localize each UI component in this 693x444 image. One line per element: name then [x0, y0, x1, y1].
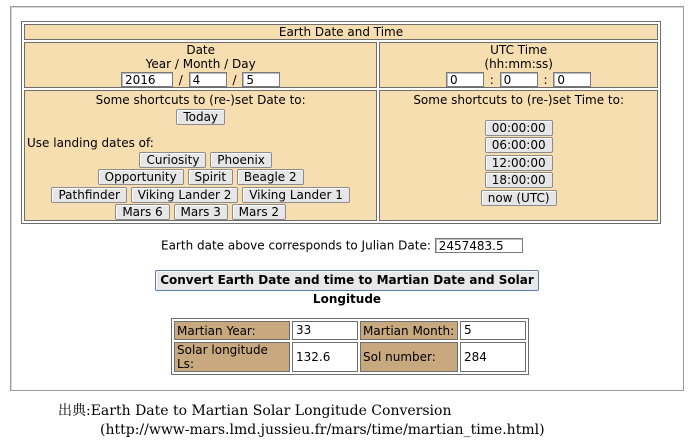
day-input[interactable]: 5 — [242, 72, 280, 87]
martian-year-output[interactable]: 33 — [293, 323, 355, 338]
utc-heading: UTC Time — [490, 43, 548, 57]
time-shortcuts-label: Some shortcuts to (re-)set Time to: — [413, 93, 625, 107]
source-line-2: (http://www-mars.lmd.jussieu.fr/mars/time/martian_time.html) — [100, 422, 545, 438]
earth-date-time-panel — [21, 21, 661, 224]
time-1200-button[interactable]: 12:00:00 — [485, 155, 553, 171]
panel-title: Earth Date and Time — [24, 24, 658, 40]
julian-date-label: Earth date above corresponds to Julian Date: — [161, 238, 431, 253]
martian-month-output[interactable]: 5 — [461, 323, 523, 338]
source-citation — [58, 402, 545, 440]
time-1800-button[interactable]: 18:00:00 — [485, 172, 553, 188]
beagle-2-button[interactable]: Beagle 2 — [237, 169, 304, 185]
date-cell — [24, 42, 377, 88]
convert-button[interactable]: Convert Earth Date and time to Martian Date and Solar Longitude — [155, 270, 539, 291]
martian-results-table — [171, 318, 529, 375]
viking-lander-1-button[interactable]: Viking Lander 1 — [242, 187, 350, 203]
time-0600-button[interactable]: 06:00:00 — [485, 137, 553, 153]
date-heading: Date — [186, 43, 216, 57]
sol-number-output[interactable]: 284 — [461, 350, 523, 365]
mars-3-button[interactable]: Mars 3 — [174, 204, 228, 220]
opportunity-button[interactable]: Opportunity — [98, 169, 184, 185]
month-input[interactable]: 4 — [189, 72, 227, 87]
viking-lander-2-button[interactable]: Viking Lander 2 — [131, 187, 239, 203]
time-shortcuts-cell — [379, 90, 658, 221]
seconds-input[interactable]: 0 — [553, 72, 591, 87]
solar-longitude-output[interactable]: 132.6 — [293, 350, 355, 365]
date-shortcuts-label: Some shortcuts to (re-)set Date to: — [95, 93, 306, 107]
mars-2-button[interactable]: Mars 2 — [232, 204, 286, 220]
date-slash: / — [232, 72, 237, 87]
today-button[interactable]: Today — [176, 109, 225, 125]
spirit-button[interactable]: Spirit — [188, 169, 234, 185]
hours-input[interactable]: 0 — [446, 72, 484, 87]
now-utc-button[interactable]: now (UTC) — [481, 190, 557, 206]
mars-6-button[interactable]: Mars 6 — [115, 204, 169, 220]
time-colon: : — [543, 72, 548, 87]
date-shortcuts-cell — [24, 90, 377, 221]
minutes-input[interactable]: 0 — [500, 72, 538, 87]
date-slash: / — [178, 72, 183, 87]
phoenix-button[interactable]: Phoenix — [210, 152, 272, 168]
martian-year-label: Martian Year: — [174, 321, 290, 340]
time-colon: : — [489, 72, 494, 87]
julian-date-row — [161, 238, 523, 253]
time-0000-button[interactable]: 00:00:00 — [485, 120, 553, 136]
curiosity-button[interactable]: Curiosity — [139, 152, 206, 168]
julian-date-input[interactable]: 2457483.5 — [435, 238, 523, 253]
sol-number-label: Sol number: — [360, 342, 458, 372]
martian-month-label: Martian Month: — [360, 321, 458, 340]
pathfinder-button[interactable]: Pathfinder — [51, 187, 126, 203]
landing-label: Use landing dates of: — [27, 136, 154, 150]
utc-subheading: (hh:mm:ss) — [484, 57, 553, 71]
year-input[interactable]: 2016 — [121, 72, 173, 87]
source-line-1: 出典:Earth Date to Martian Solar Longitude Conversion — [58, 403, 452, 419]
solar-longitude-label: Solar longitude Ls: — [174, 342, 290, 372]
date-subheading: Year / Month / Day — [145, 57, 256, 71]
utc-cell — [379, 42, 658, 88]
